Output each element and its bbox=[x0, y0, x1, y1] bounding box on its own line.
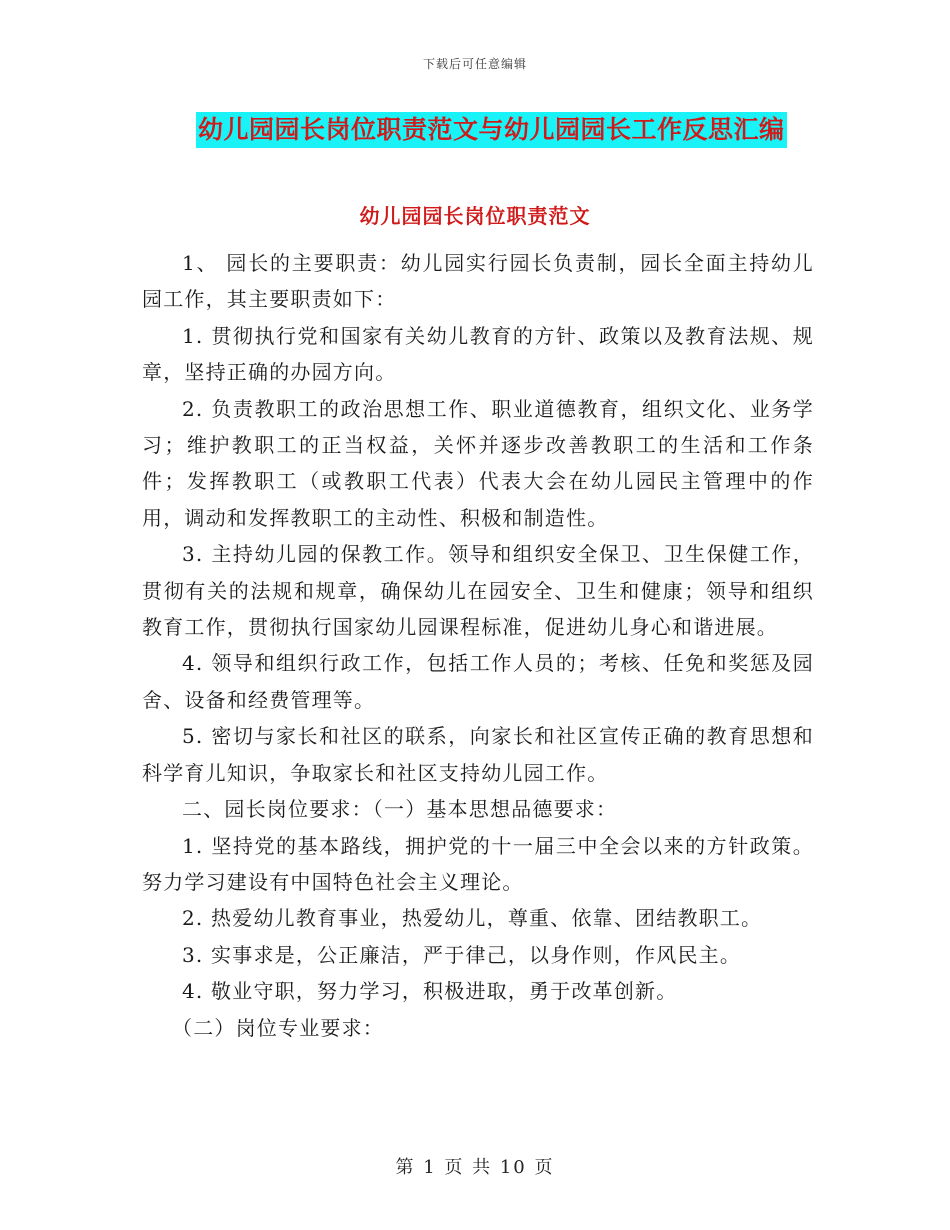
document-title: 幼儿园园长岗位职责范文与幼儿园园长工作反思汇编 bbox=[196, 112, 787, 148]
paragraph: 1. 坚持党的基本路线，拥护党的十一届三中全会以来的方针政策。努力学习建设有中国特色社会主义理论。 bbox=[142, 833, 814, 894]
paragraph: 2. 负责教职工的政治思想工作、职业道德教育，组织文化、业务学习；维护教职工的正当权益，关怀并逐步改善教职工的生活和工作条件；发挥教职工（或教职工代表）代表大会在幼儿园民主管理中的作用，调动和发挥教职工的主动性、积极和制造性。 bbox=[142, 396, 814, 530]
paragraph: 5. 密切与家长和社区的联系，向家长和社区宣传正确的教育思想和科学育儿知识，争取家长和社区支持幼儿园工作。 bbox=[142, 724, 814, 785]
paragraph: 2. 热爱幼儿教育事业，热爱幼儿，尊重、依靠、团结教职工。 bbox=[182, 906, 763, 931]
paragraph: 1、 园长的主要职责：幼儿园实行园长负责制，园长全面主持幼儿园工作，其主要职责如下： bbox=[142, 251, 814, 312]
paragraph: 1. 贯彻执行党和国家有关幼儿教育的方针、政策以及教育法规、规章，坚持正确的办园方向。 bbox=[142, 323, 814, 385]
document-body bbox=[142, 245, 814, 1046]
paragraph: 4. 敬业守职，努力学习，积极进取，勇于改革创新。 bbox=[182, 979, 678, 1004]
paragraph: 3. 主持幼儿园的保教工作。领导和组织安全保卫、卫生保健工作，贯彻有关的法规和规章，确保幼儿在园安全、卫生和健康；领导和组织教育工作，贯彻执行国家幼儿园课程标准，促进幼儿身心和谐进展。 bbox=[142, 542, 814, 640]
page-number: 第 1 页 共 10 页 bbox=[395, 1157, 555, 1178]
header-note: 下载后可任意编辑 bbox=[422, 57, 527, 71]
paragraph: （二）岗位专业要求： bbox=[172, 1015, 384, 1040]
section-title: 幼儿园园长岗位职责范文 bbox=[359, 204, 591, 228]
paragraph: 3. 实事求是，公正廉洁，严于律己，以身作则，作风民主。 bbox=[182, 942, 742, 967]
paragraph: 二、园长岗位要求：（一）基本思想品德要求： bbox=[182, 797, 618, 822]
paragraph: 4. 领导和组织行政工作，包括工作人员的；考核、任免和奖惩及园舍、设备和经费管理等。 bbox=[142, 651, 814, 712]
